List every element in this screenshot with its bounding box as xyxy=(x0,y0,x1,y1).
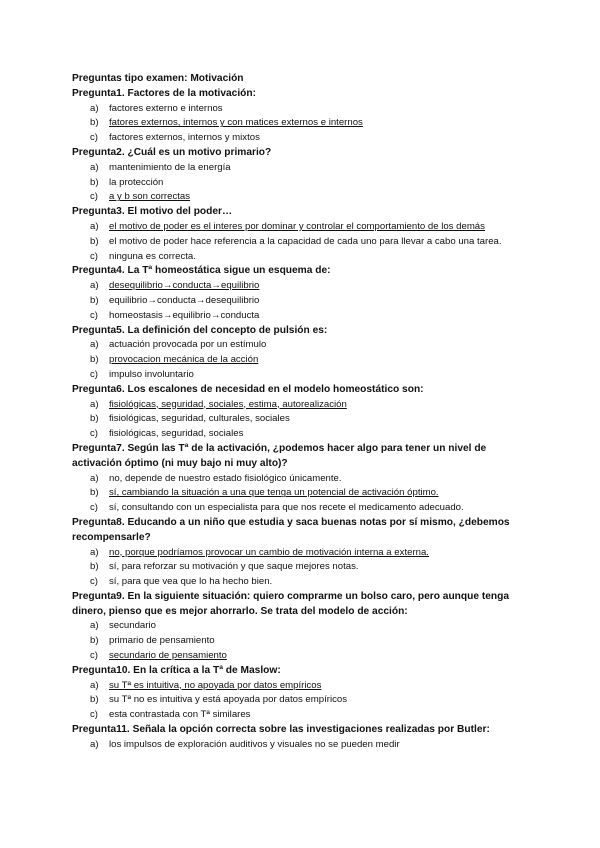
document-page xyxy=(72,72,528,753)
option-list xyxy=(72,472,528,516)
question-prompt: Pregunta11. Señala la opción correcta sobre las investigaciones realizadas por Butler: xyxy=(72,724,490,736)
option-label: b) xyxy=(90,354,99,366)
option-text: actuación provocada por un estímulo xyxy=(109,339,267,351)
option-list xyxy=(72,102,528,146)
option-list xyxy=(72,279,528,323)
option-label: a) xyxy=(90,738,99,750)
option-text: no, depende de nuestro estado fisiológico únicamente. xyxy=(109,472,342,484)
option-list xyxy=(72,220,528,264)
option-label: c) xyxy=(90,250,98,262)
option-label: c) xyxy=(90,368,98,380)
option-text: la protección xyxy=(109,176,164,188)
question-prompt: Pregunta4. La Tª homeostática sigue un esquema de: xyxy=(72,265,331,277)
option-text-marked-answer: provocacion mecánica de la acción xyxy=(109,354,259,366)
answer-option xyxy=(72,738,528,753)
answer-option xyxy=(72,560,528,575)
answer-option xyxy=(72,412,528,427)
option-text: homeostasis→equilibrio→conducta xyxy=(109,309,260,321)
answer-option xyxy=(72,220,528,235)
option-text-marked-answer: el motivo de poder es el interes por dominar y controlar el comportamiento de los demás xyxy=(109,220,485,232)
answer-option xyxy=(72,102,528,117)
option-text-marked-answer: fatores externos, internos y con matices externos e internos xyxy=(109,117,363,129)
answer-option xyxy=(72,309,528,324)
option-text: sí, consultando con un especialista para que nos recete el medicamento adecuado. xyxy=(109,502,464,514)
option-text-marked-answer: su Tª es intuitiva, no apoyada por datos empíricos xyxy=(109,679,322,691)
option-text: sí, para que vea que lo ha hecho bien. xyxy=(109,576,273,588)
question-prompt: Pregunta6. Los escalones de necesidad en el modelo homeostático son: xyxy=(72,383,424,395)
question-prompt: Pregunta9. En la siguiente situación: quiero comprarme un bolso caro, pero aunque tenga dinero, pienso que es mejor ahorrarlo. Se trata del modelo de acción: xyxy=(72,590,510,617)
option-label: a) xyxy=(90,472,99,484)
document-title: Preguntas tipo examen: Motivación xyxy=(72,73,244,84)
answer-option xyxy=(72,353,528,368)
option-label: b) xyxy=(90,235,99,247)
answer-option xyxy=(72,161,528,176)
option-list xyxy=(72,679,528,723)
option-label: c) xyxy=(90,709,98,721)
option-text-marked-answer: secundario de pensamiento xyxy=(109,650,227,662)
option-text: esta contrastada con Tª similares xyxy=(109,709,251,721)
question-prompt: Pregunta2. ¿Cuál es un motivo primario? xyxy=(72,146,272,158)
answer-option xyxy=(72,131,528,146)
option-label: a) xyxy=(90,220,99,232)
option-label: a) xyxy=(90,398,99,410)
question-block xyxy=(72,590,528,664)
option-text-marked-answer: sí, cambiando la situación a una que tenga un potencial de activación óptimo. xyxy=(109,487,439,499)
option-label: b) xyxy=(90,635,99,647)
option-label: c) xyxy=(90,309,98,321)
option-list xyxy=(72,398,528,442)
option-text: su Tª no es intuitiva y está apoyada por datos empíricos xyxy=(109,694,348,706)
answer-option xyxy=(72,250,528,265)
option-text: mantenimiento de la energía xyxy=(109,161,231,173)
answer-option xyxy=(72,116,528,131)
question-block xyxy=(72,324,528,383)
question-block xyxy=(72,516,528,590)
answer-option xyxy=(72,708,528,723)
answer-option xyxy=(72,294,528,309)
answer-option xyxy=(72,679,528,694)
question-prompt: Pregunta8. Educando a un niño que estudia y saca buenas notas por sí mismo, ¿debemos recompensarle? xyxy=(72,516,510,543)
option-label: c) xyxy=(90,191,98,203)
option-label: a) xyxy=(90,161,99,173)
option-text: ninguna es correcta. xyxy=(109,250,196,262)
option-label: c) xyxy=(90,428,98,440)
answer-option xyxy=(72,472,528,487)
option-label: a) xyxy=(90,620,99,632)
option-label: c) xyxy=(90,576,98,588)
option-text-marked-answer: no, porque podríamos provocar un cambio de motivación interna a externa. xyxy=(109,546,429,558)
answer-option xyxy=(72,501,528,516)
option-text: equilibrio→conducta→desequilibrio xyxy=(109,294,260,306)
option-text: primario de pensamiento xyxy=(109,635,215,647)
answer-option xyxy=(72,546,528,561)
option-label: b) xyxy=(90,413,99,425)
answer-option xyxy=(72,634,528,649)
option-label: c) xyxy=(90,502,98,514)
option-label: c) xyxy=(90,650,98,662)
option-label: a) xyxy=(90,679,99,691)
answer-option xyxy=(72,235,528,250)
option-label: b) xyxy=(90,487,99,499)
question-block xyxy=(72,664,528,723)
answer-option xyxy=(72,338,528,353)
option-text: sí, para reforzar su motivación y que saque mejores notas. xyxy=(109,561,359,573)
option-list xyxy=(72,161,528,205)
question-prompt: Pregunta10. En la crítica a la Tª de Maslow: xyxy=(72,664,281,676)
question-list xyxy=(72,87,528,753)
answer-option xyxy=(72,619,528,634)
answer-option xyxy=(72,693,528,708)
option-list xyxy=(72,338,528,382)
option-list xyxy=(72,619,528,663)
answer-option xyxy=(72,486,528,501)
question-prompt: Pregunta3. El motivo del poder… xyxy=(72,206,233,218)
question-block xyxy=(72,87,528,146)
answer-option xyxy=(72,575,528,590)
option-list xyxy=(72,738,528,753)
option-label: a) xyxy=(90,339,99,351)
option-label: c) xyxy=(90,132,98,144)
question-prompt: Pregunta7. Según las Tª de la activación, ¿podemos hacer algo para tener un nivel de activación óptimo (ni muy bajo ni muy alto)? xyxy=(72,442,487,469)
option-text-marked-answer: fisiológicas, seguridad, sociales, estima, autorealización xyxy=(109,398,347,410)
option-list xyxy=(72,546,528,590)
question-prompt: Pregunta1. Factores de la motivación: xyxy=(72,87,256,99)
question-block xyxy=(72,383,528,442)
option-label: b) xyxy=(90,694,99,706)
answer-option xyxy=(72,176,528,191)
option-text-marked-answer: a y b son correctas xyxy=(109,191,191,203)
answer-option xyxy=(72,368,528,383)
option-text: el motivo de poder hace referencia a la capacidad de cada uno para llevar a cabo una tarea. xyxy=(109,235,502,247)
option-label: b) xyxy=(90,117,99,129)
answer-option xyxy=(72,427,528,442)
question-block xyxy=(72,723,528,753)
option-text: impulso involuntario xyxy=(109,368,194,380)
option-text: fisiológicas, seguridad, sociales xyxy=(109,428,244,440)
answer-option xyxy=(72,279,528,294)
option-label: a) xyxy=(90,102,99,114)
option-label: b) xyxy=(90,294,99,306)
option-text: secundario xyxy=(109,620,156,632)
option-label: b) xyxy=(90,561,99,573)
option-label: a) xyxy=(90,546,99,558)
option-label: a) xyxy=(90,280,99,292)
option-text: factores externo e internos xyxy=(109,102,223,114)
answer-option xyxy=(72,649,528,664)
answer-option xyxy=(72,398,528,413)
question-prompt: Pregunta5. La definición del concepto de pulsión es: xyxy=(72,324,328,336)
option-text: factores externos, internos y mixtos xyxy=(109,132,260,144)
option-text: los impulsos de exploración auditivos y visuales no se pueden medir xyxy=(109,738,400,750)
answer-option xyxy=(72,190,528,205)
option-label: b) xyxy=(90,176,99,188)
question-block xyxy=(72,264,528,323)
question-block xyxy=(72,146,528,205)
question-block xyxy=(72,205,528,264)
question-block xyxy=(72,442,528,516)
option-text-marked-answer: desequilibrio→conducta→equilibrio xyxy=(109,280,260,292)
option-text: fisiológicas, seguridad, culturales, sociales xyxy=(109,413,290,425)
